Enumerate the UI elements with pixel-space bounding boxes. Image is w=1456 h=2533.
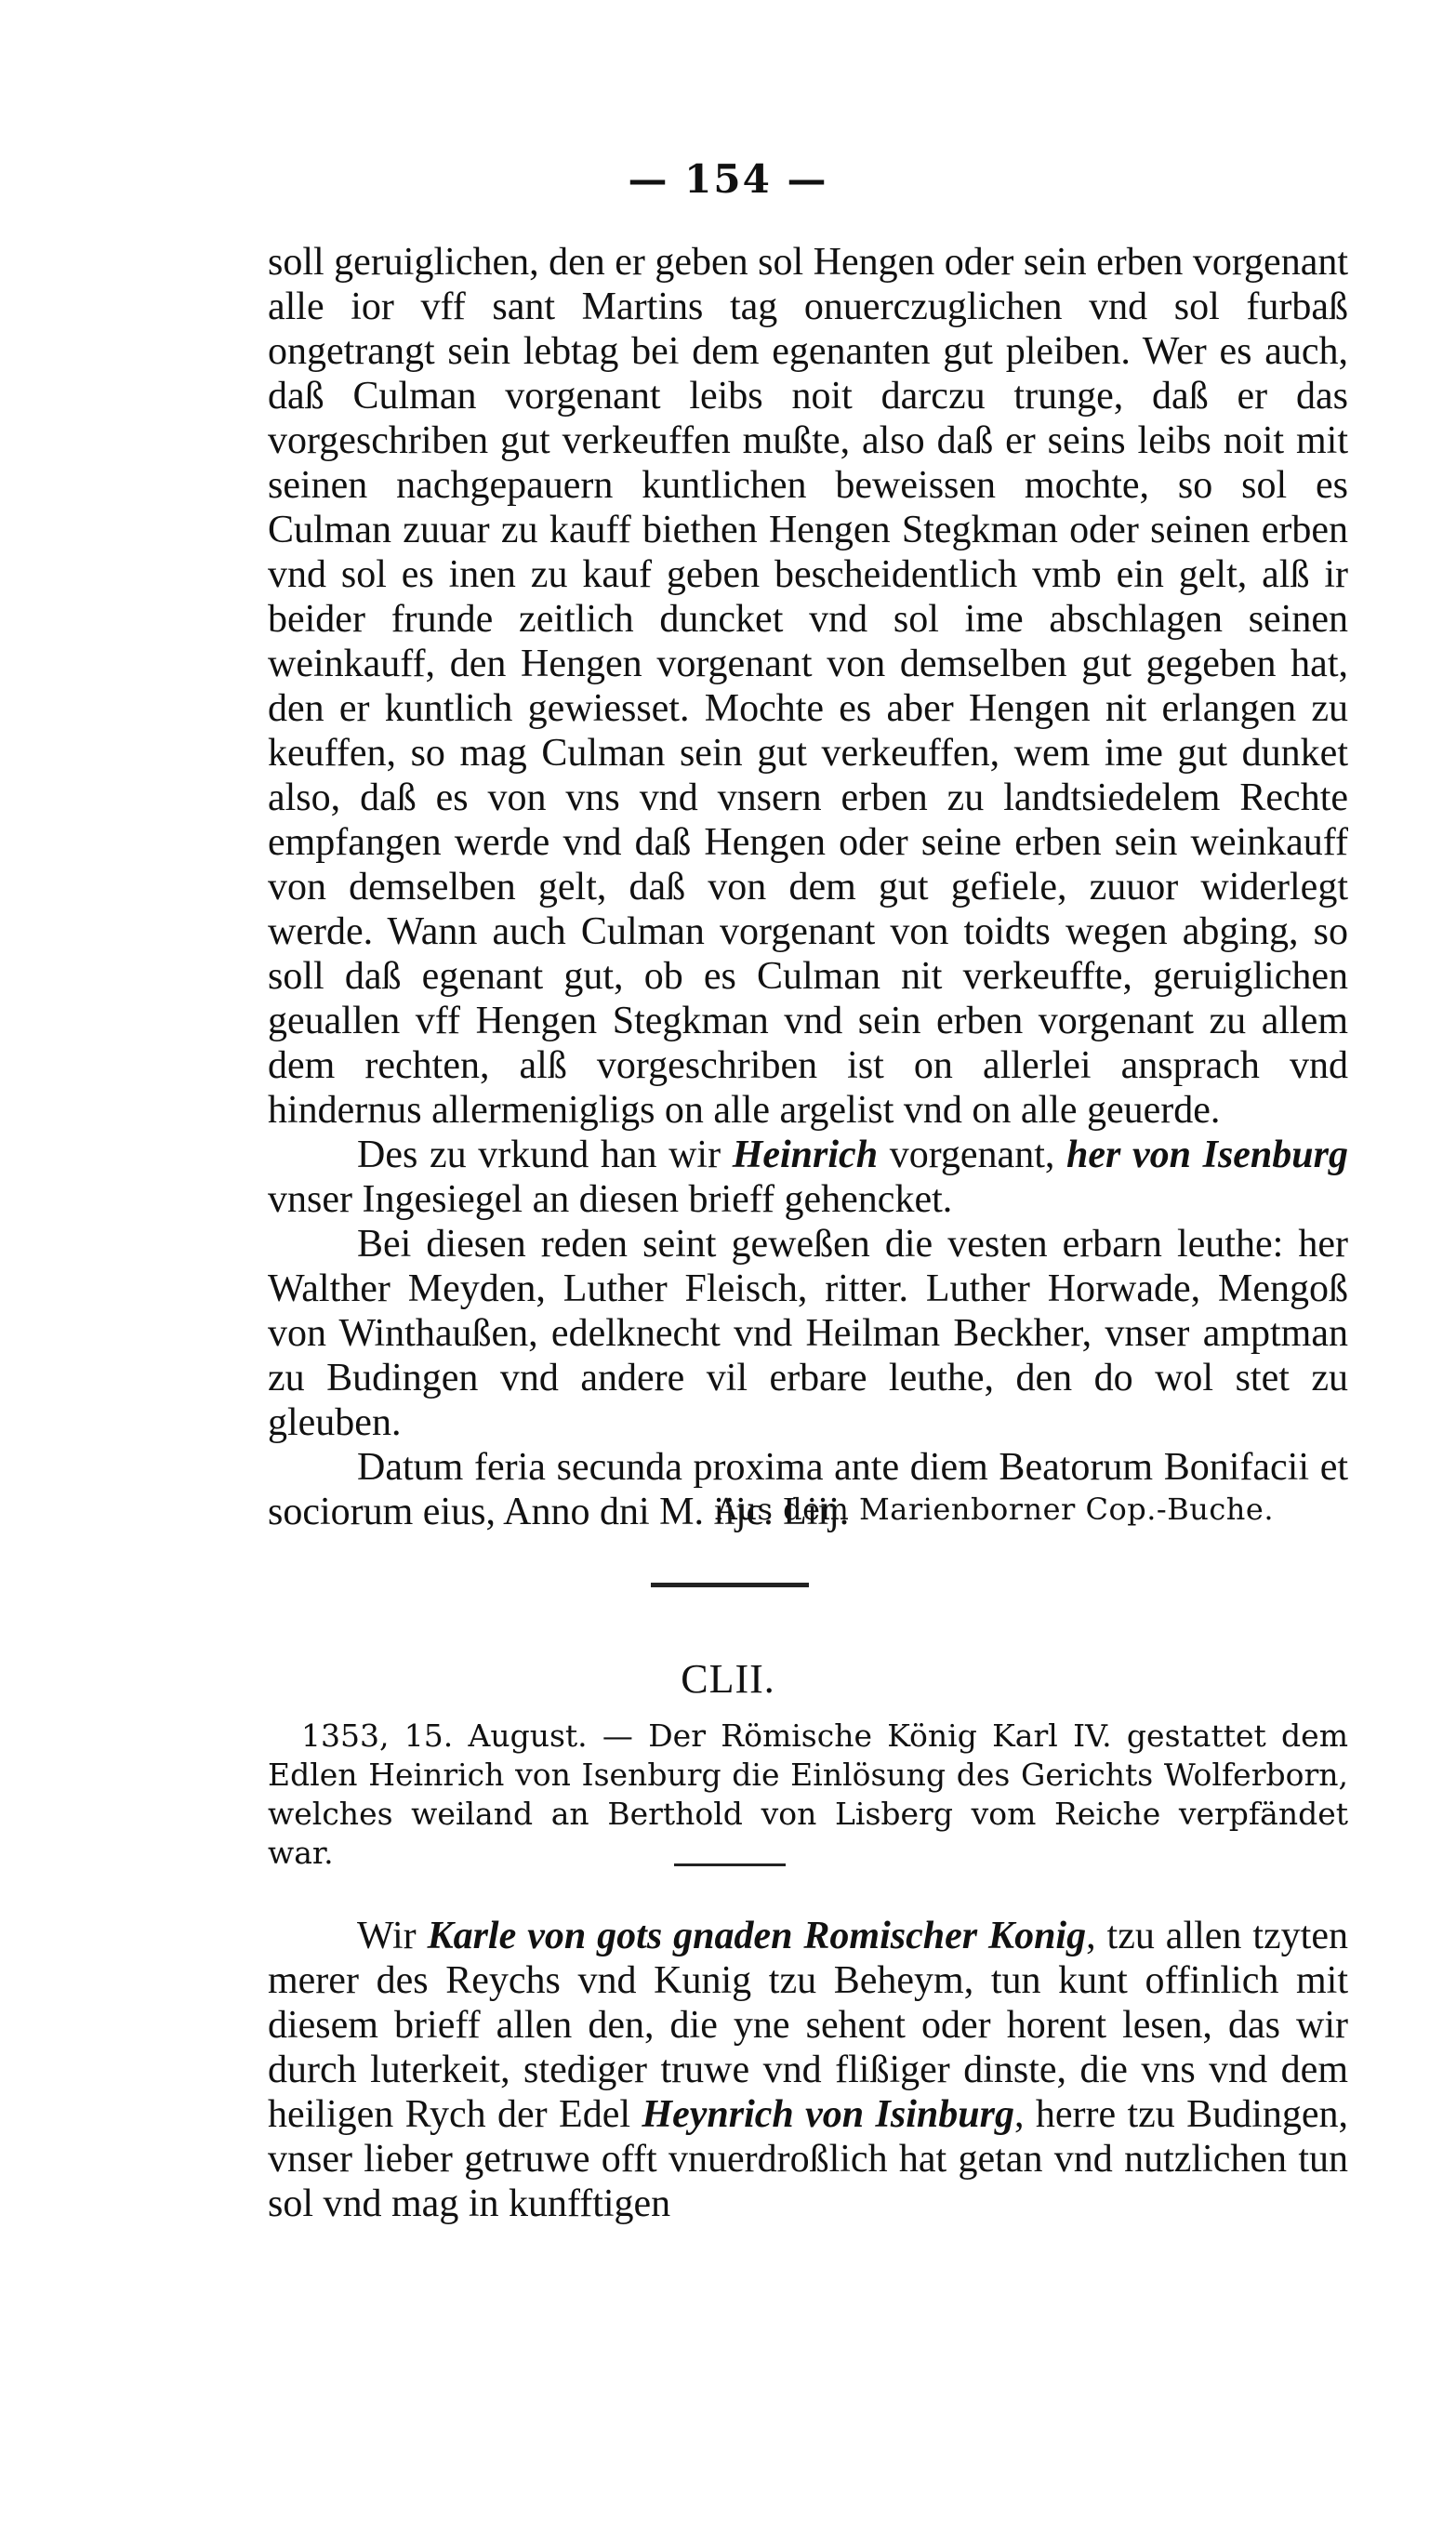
charter-opening: Wir xyxy=(357,1915,428,1957)
seal-text-after: vnser Ingesiegel an diesen brieff gehencket. xyxy=(268,1178,953,1221)
main-paragraph: soll geruiglichen, den er geben sol Hengen oder sein erben vorgenant alle ior vff sant Martins tag onuerczuglichen vnd sol furbaß ongetrangt sein lebtag bei dem egenanten gut pleiben. Wer es auch, daß Culman vorgenant leibs noit darczu trunge, daß er das vorgeschriben gut verkeuffen mußte, also daß er seins leibs noit mit seinen nachgepauern kuntlichen beweissen mochte, so sol es Culman zuuar zu kauff biethen Hengen Stegkman oder seinen erben vnd sol es inen zu kauf geben bescheidentlich vmb ein gelt, alß ir beider frunde zeitlich duncket vnd sol ime abschlagen seinen weinkauff, den Hengen vorgenant von demselben gut gegeben hat, den er kuntlich gewiesset. Mochte es aber Hengen nit erlangen zu keuffen, so mag Culman sein gut verkeuffen, wem ime gut dunket also, daß es von vns vnd vnsern erben zu landtsiedelem Rechte empfangen werde vnd daß Hengen oder seine erben sein weinkauff von demselben gelt, daß von dem gut gefiele, zuuor widerlegt werde. Wann auch Culman vorgenant von toidts wegen abging, so soll daß egenant gut, ob es Culman nit verkeuffte, geruiglichen geuallen vff Hengen Stegkman vnd sein erben vorgenant zu allem dem rechten, alß vorgeschriben ist on allerlei ansprach vnd hindernus allermenigligs on alle argelist vnd on alle geuerde. xyxy=(268,241,1349,1132)
name-heinrich: Heinrich xyxy=(732,1134,879,1176)
name-her-von-isenburg: her von Isenburg xyxy=(1066,1134,1348,1176)
seal-paragraph xyxy=(268,1133,1348,1222)
page-number: — 154 — xyxy=(628,156,828,202)
summary-divider xyxy=(674,1863,786,1866)
document-number: CLII. xyxy=(681,1656,775,1702)
charter-start xyxy=(268,1914,1348,2226)
charter-paragraph xyxy=(268,1914,1348,2226)
section-divider xyxy=(651,1583,809,1587)
date-paragraph: Datum feria secunda proxima ante diem Beatorum Bonifacii et sociorum eius, Anno dni M. iijc. Liij. xyxy=(268,1446,1348,1533)
witness-paragraph: Bei diesen reden seint geweßen die vesten erbarn leuthe: her Walther Meyden, Luther Fleisch, ritter. Luther Horwade, Mengoß von Winthaußen, edelknecht vnd Heilman Beckher, vnser amptman zu Budingen vnd andere vil erbare leuthe, den do wol stet zu gleuben. xyxy=(268,1223,1348,1444)
name-karl: Karle von gots gnaden Romischer Konig xyxy=(427,1915,1087,1957)
seal-text-middle: vorgenant, xyxy=(878,1134,1066,1176)
document-summary xyxy=(268,1717,1348,1873)
charter-text-2: , herre tzu Budingen, vnser lieber getruwe offt vnuerdroßlich hat getan vnd nutzlichen tun sol vnd mag in kunfftigen xyxy=(268,2093,1349,2225)
source-note: Aus dem Marienborner Cop.-Buche. xyxy=(715,1492,1274,1527)
seal-text-before: Des zu vrkund han wir xyxy=(357,1134,733,1176)
name-heynrich-von-isinburg: Heynrich von Isinburg xyxy=(642,2093,1014,2136)
summary-text: 1353, 15. August. — Der Römische König Karl IV. gestattet dem Edlen Heinrich von Isenburg die Einlösung des Gerichts Wolferborn, welches weiland an Berthold von Lisberg vom Reiche verpfändet war. xyxy=(268,1717,1348,1871)
charter-text-1: , tzu allen tzyten merer des Reychs vnd Kunig tzu Beheym, tun kunt offinlich mit diesem brieff allen den, die yne sehent oder horent lesen, das wir durch luterkeit, stediger truwe vnd flißiger dinste, die vns vnd dem heiligen Rych der Edel xyxy=(268,1915,1348,2136)
charter-continuation xyxy=(268,240,1348,1534)
